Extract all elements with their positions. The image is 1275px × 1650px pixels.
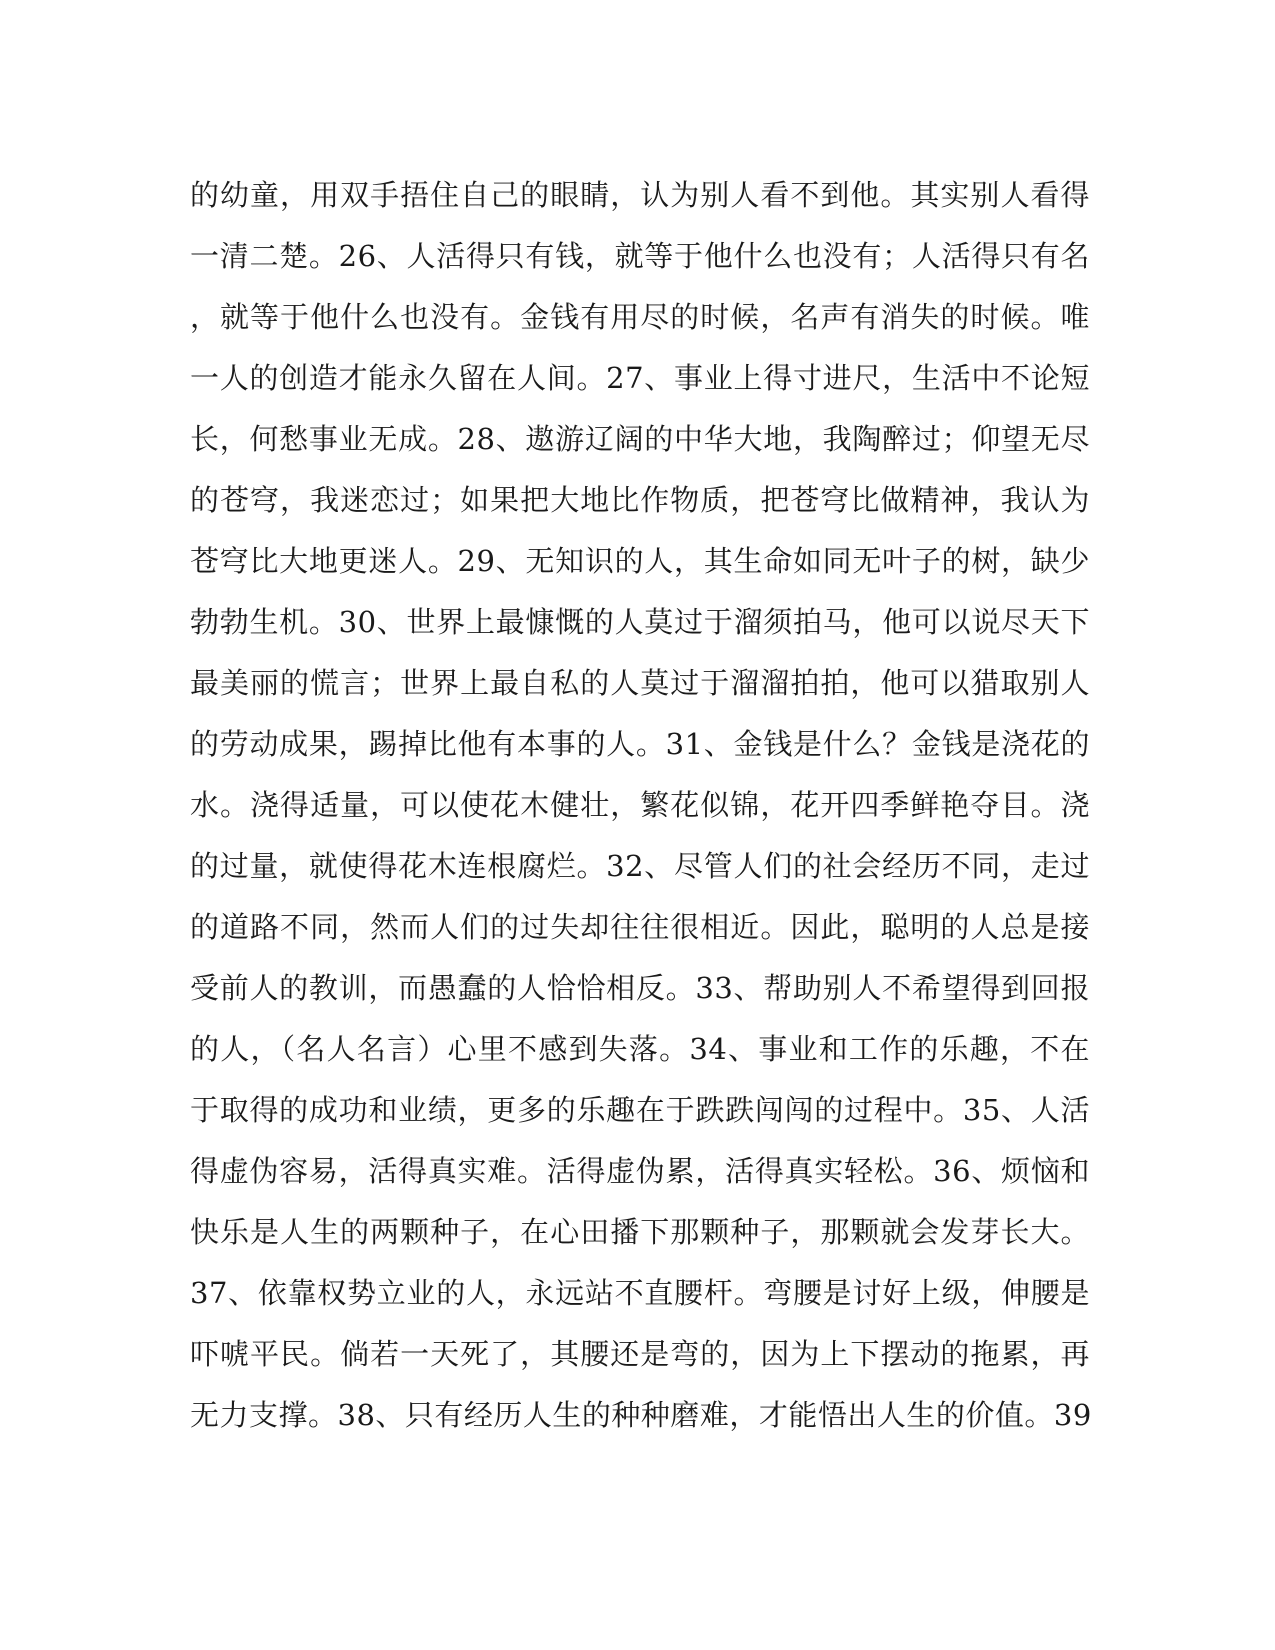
text-line: ，就等于他什么也没有。金钱有用尽的时候，名声有消失的时候。唯 xyxy=(190,300,1090,334)
text-line: 最美丽的慌言；世界上最自私的人莫过于溜溜拍拍，他可以猎取别人 xyxy=(190,666,1090,700)
text-line: 一清二楚。26、人活得只有钱，就等于他什么也没有；人活得只有名 xyxy=(190,239,1090,273)
text-line: 吓唬平民。倘若一天死了，其腰还是弯的，因为上下摆动的拖累，再 xyxy=(190,1337,1090,1371)
text-line: 的幼童，用双手捂住自己的眼睛，认为别人看不到他。其实别人看得 xyxy=(190,178,1090,212)
text-line: 于取得的成功和业绩，更多的乐趣在于跌跌闯闯的过程中。35、人活 xyxy=(190,1093,1090,1127)
text-line: 的道路不同，然而人们的过失却往往很相近。因此，聪明的人总是接 xyxy=(190,910,1090,944)
text-line: 的人，（名人名言）心里不感到失落。34、事业和工作的乐趣，不在 xyxy=(190,1032,1090,1066)
text-line: 的过量，就使得花木连根腐烂。32、尽管人们的社会经历不同，走过 xyxy=(190,849,1090,883)
text-line: 的苍穹，我迷恋过；如果把大地比作物质，把苍穹比做精神，我认为 xyxy=(190,483,1090,517)
body-text xyxy=(190,165,1090,1446)
text-line: 水。浇得适量，可以使花木健壮，繁花似锦，花开四季鲜艳夺目。浇 xyxy=(190,788,1090,822)
text-line: 一人的创造才能永久留在人间。27、事业上得寸进尺，生活中不论短 xyxy=(190,361,1090,395)
text-line: 苍穹比大地更迷人。29、无知识的人，其生命如同无叶子的树，缺少 xyxy=(190,544,1090,578)
text-line: 快乐是人生的两颗种子，在心田播下那颗种子，那颗就会发芽长大。 xyxy=(190,1215,1090,1249)
text-line: 勃勃生机。30、世界上最慷慨的人莫过于溜须拍马，他可以说尽天下 xyxy=(190,605,1090,639)
text-line: 受前人的教训，而愚蠢的人恰恰相反。33、帮助别人不希望得到回报 xyxy=(190,971,1090,1005)
text-line: 的劳动成果，踢掉比他有本事的人。31、金钱是什么？金钱是浇花的 xyxy=(190,727,1090,761)
text-line: 长，何愁事业无成。28、遨游辽阔的中华大地，我陶醉过；仰望无尽 xyxy=(190,422,1090,456)
text-line: 37、依靠权势立业的人，永远站不直腰杆。弯腰是讨好上级，伸腰是 xyxy=(190,1276,1090,1310)
text-line: 无力支撑。38、只有经历人生的种种磨难，才能悟出人生的价值。39 xyxy=(190,1398,1092,1432)
text-line: 得虚伪容易，活得真实难。活得虚伪累，活得真实轻松。36、烦恼和 xyxy=(190,1154,1090,1188)
